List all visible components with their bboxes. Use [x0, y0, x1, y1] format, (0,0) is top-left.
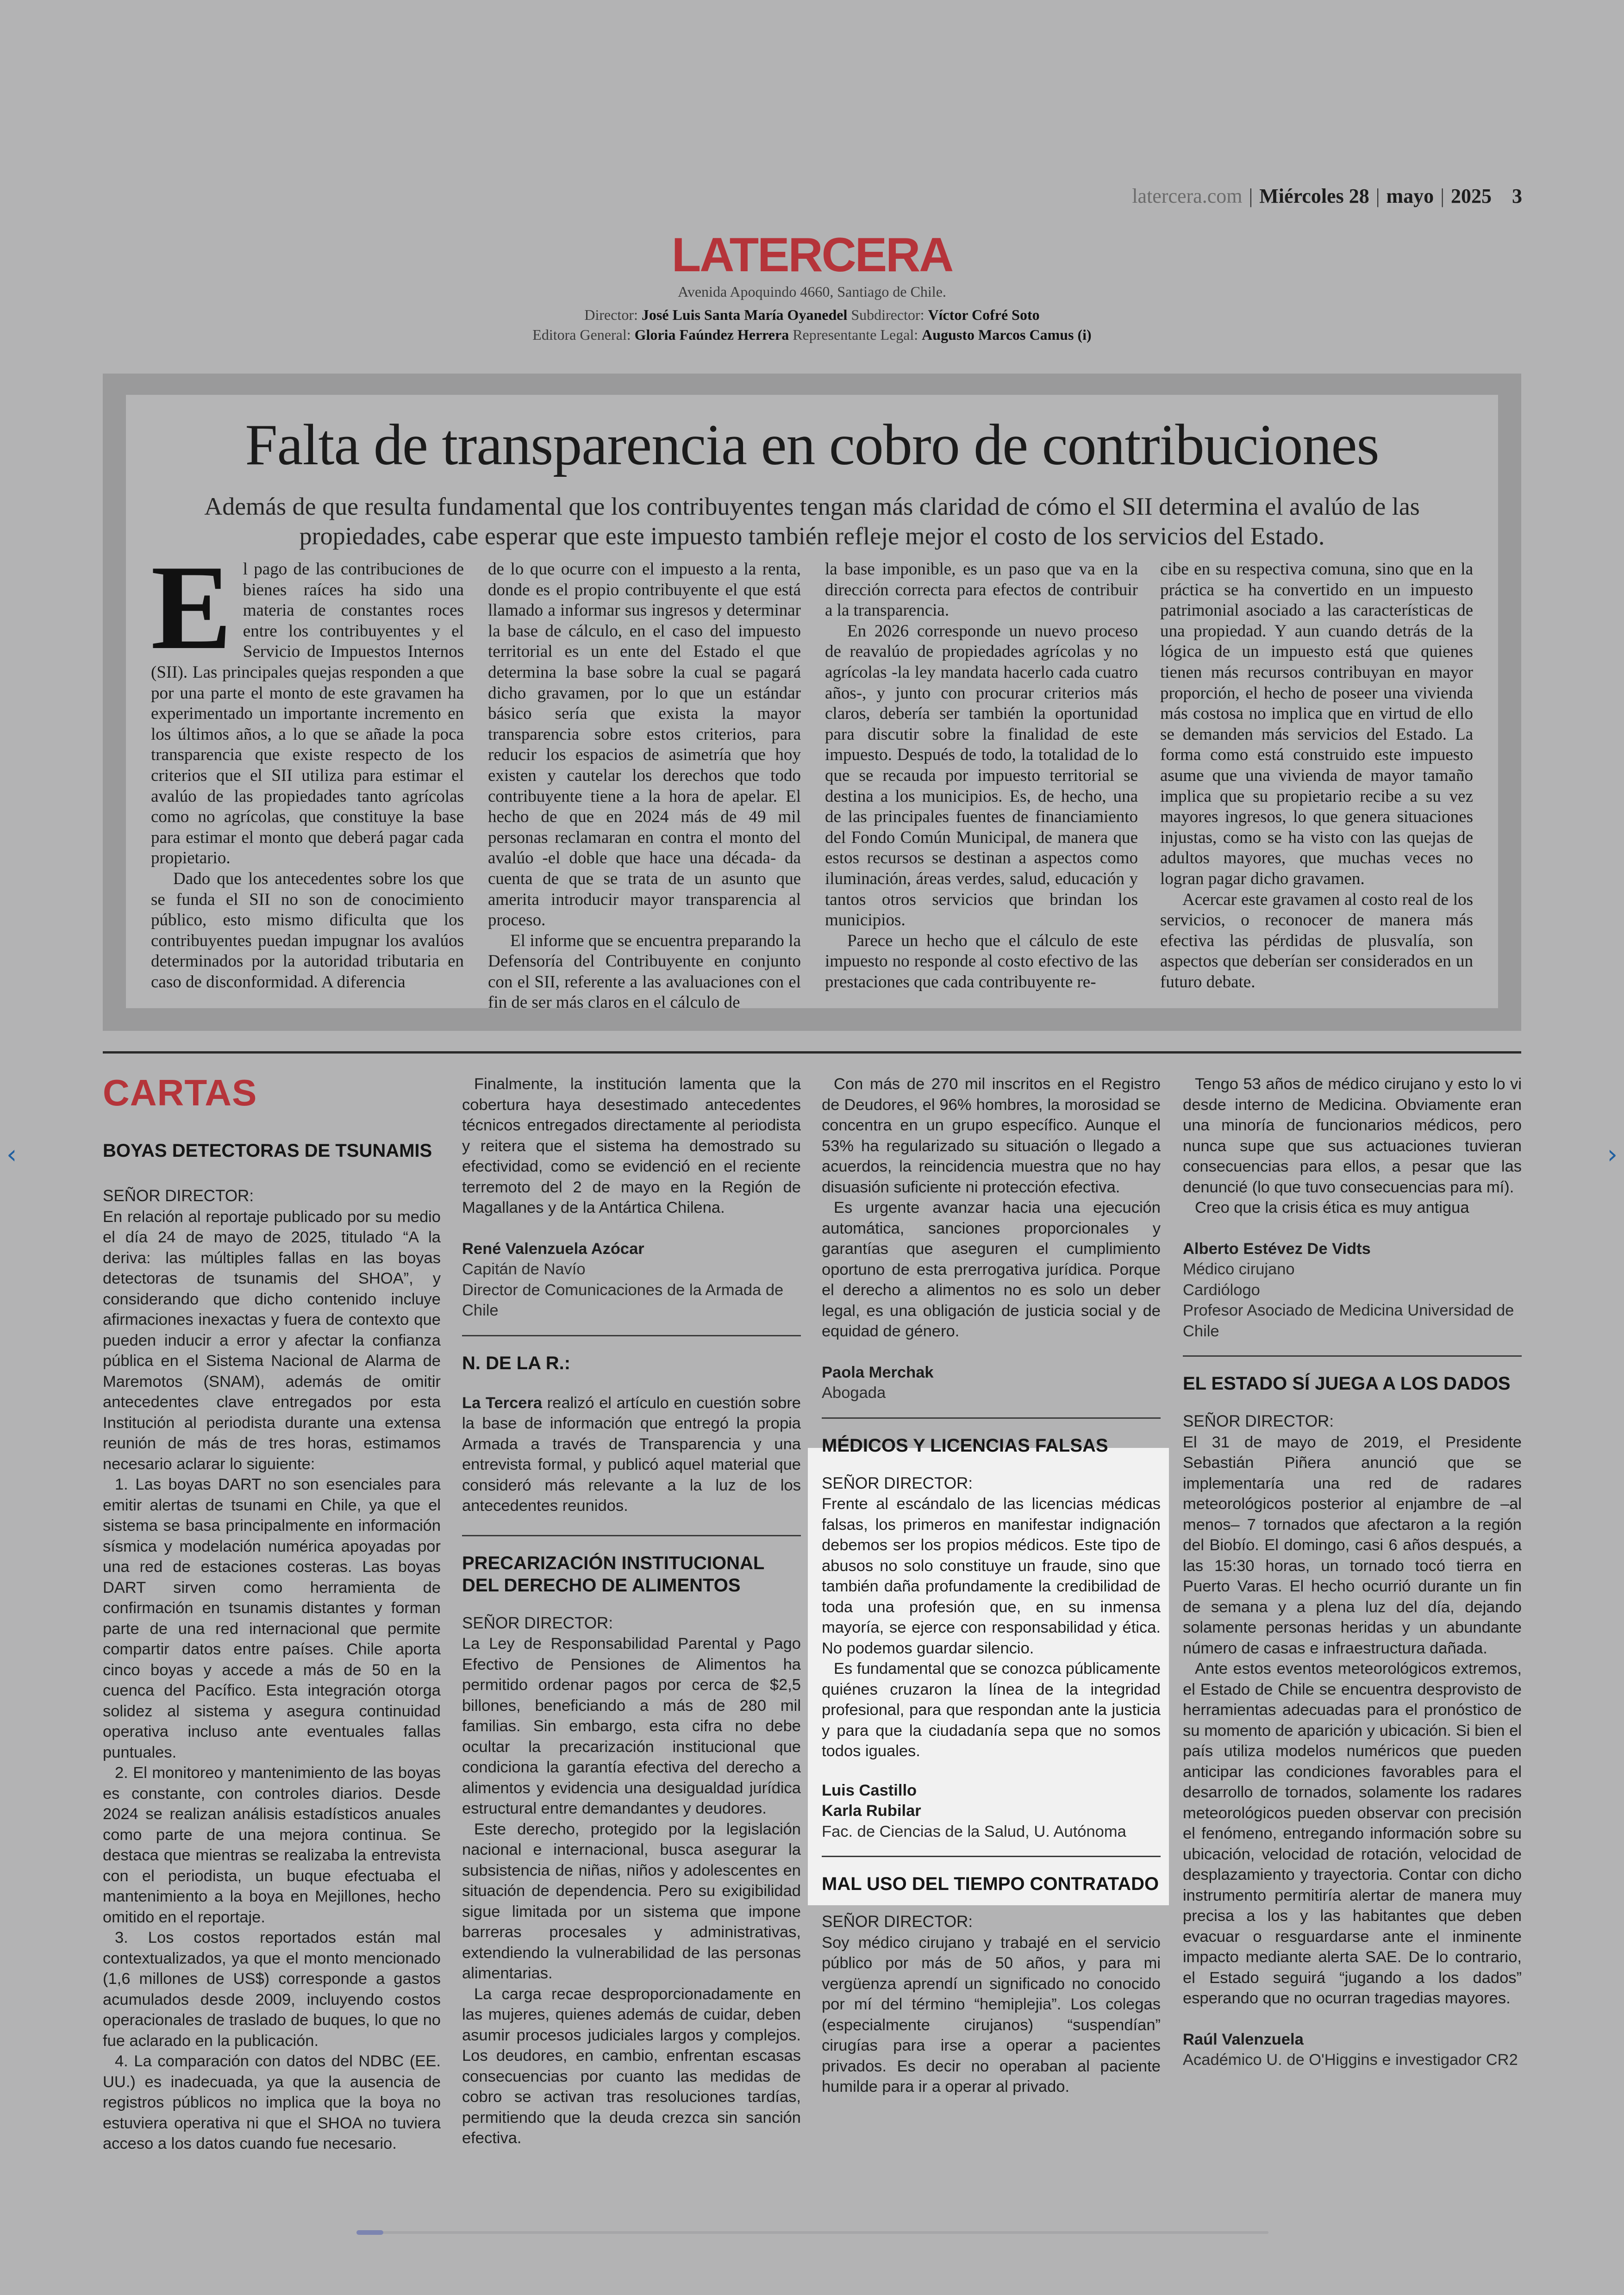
masthead-editors: Editora General: Gloria Faúndez Herrera Representante Legal: Augusto Marcos Camus (i) [532, 326, 1092, 343]
editorial-column-3: la base imponible, es un paso que va en la dirección correcta para efectos de contribuir a la transparencia. En 2026 corresponde un nuevo proceso de reavalúo de propiedades agrícolas y no agrícolas -la ley mandata hacerlo cada cuatro años-, y junto con procurar criterios más claros, debería ser también la oportunidad para discutir sobre la finalidad de este impuesto. Después de todo, la totalidad de lo que se recauda por impuesto territorial se destina a los municipios. Es, de hecho, una de las principales fuentes de financiamiento del Fondo Común Municipal, de manera que estos recursos se destinan a aspectos como iluminación, áreas verdes, salud, educación y tantos otros servicios que brindan los municipios. Parece un hecho que el cálculo de este impuesto no responde al costo efectivo de las prestaciones que cada contribuyente re- [825, 560, 1138, 992]
page-header-line: latercera.com | Miércoles 28 | mayo | 2025 3 [1132, 185, 1522, 207]
letters-column-3: Con más de 270 mil inscritos en el Registro de Deudores, el 96% hombres, la morosidad se concentra en un grupo específico. Aunque el 53% ha regularizado su situación o llegado a acuerdos, la reincidencia muestra que no hay disuasión suficiente ni protección efectiva. Es urgente avanzar hacia una ejecución automática, sanciones proporcionales y garantías que aseguren el cumplimiento oportuno de esta prerrogativa jurídica. Porque el derecho a alimentos no es solo un deber legal, es una obligación de justicia social y de equidad de género. Paola Merchak Abogada MÉDICOS Y LICENCIAS FALSAS SEÑOR DIRECTOR: Frente al escándalo de las licencias médicas falsas, los primeros en manifestar indignación debemos ser los propios médicos. Este tipo de abusos no solo constituye un fraude, sino que también daña profundamente la credibilidad de toda una profesión que, en su inmensa mayoría, se ejerce con responsabilidad y ética. No podemos guardar silencio. Es fundamental que se conozca públicamente quiénes cruzaron la línea de la integridad profesional, para que respondan ante la justicia y para que la ciudadanía sepa que no somos todos iguales. Luis Castillo Karla Rubilar Fac. de Ciencias de la Salud, U. Autónoma MAL USO DEL TIEMPO CONTRATADO SEÑOR DIRECTOR: Soy médico cirujano y trabajé en el servicio público por más de 50 años, y para mi vergüenza aprendí un significado no conocido por mí del término “hemiplejia”. Los colegas (especialmente cirujanos) “suspendían” cirugías para irse a operar a pacientes privados. Es decir no operaban al paciente humilde para ir a operar al privado. [822, 1075, 1161, 2095]
date-month: mayo [1386, 185, 1434, 207]
letter-title: BOYAS DETECTORAS DE TSUNAMIS [103, 1141, 432, 1161]
salutation: SEÑOR DIRECTOR: [103, 1187, 254, 1205]
page-scrollbar-thumb[interactable] [356, 2230, 383, 2235]
site-name: latercera.com [1132, 185, 1243, 207]
signature: René Valenzuela Azócar [462, 1240, 644, 1258]
signature: Karla Rubilar [822, 1802, 921, 1820]
letter-title: MÉDICOS Y LICENCIAS FALSAS [822, 1435, 1108, 1456]
letter-title: MAL USO DEL TIEMPO CONTRATADO [822, 1874, 1159, 1894]
letters-column-4: Tengo 53 años de médico cirujano y esto lo vi desde interno de Medicina. Obviamente eran una minoría de funcionarios médicos, pero nunca supe que sus actuaciones tuvieran consecuencias para ellos, a pesar que las denuncié (lo que tuvo consecuencias para mí). Creo que la crisis ética es muy antigua Alberto Estévez De Vidts Médico cirujano Cardiólogo Profesor Asociado de Medicina Universidad de Chile EL ESTADO SÍ JUEGA A LOS DADOS SEÑOR DIRECTOR: El 31 de mayo de 2019, el Presidente Sebastián Piñera anunció que se implementaría una red de radares meteorológicos posterior al enjambre de –al menos– 7 tornados que afectaron a la región del Biobío. El domingo, casi 6 años después, a las 15:30 horas, un tornado tocó tierra en Puerto Varas. El hecho ocurrió durante un fin de semana y a plena luz del día, dejando solamente personas heridas y un abundante número de casas e infraestructura dañada. Ante estos eventos meteorológicos extremos, el Estado de Chile se encuentra desprovisto de herramientas adecuadas para el pronóstico de su momento de aparición y ubicación. Si bien el país utiliza modelos numéricos que pueden anticipar las condiciones favorables para el desarrollo de tornados, solamente los radares meteorológicos pueden observar con precisión el fenómeno, entregando información sobre su ubicación, velocidad de rotación, velocidad de desplazamiento y trayectoria. Contar con dicho instrumento permitiría alertar de manera muy precisa a los y las habitantes que deben evacuar o resguardarse ante el inminente impacto mediante alerta SAE. De lo contrario, el Estado seguirá “jugando a los dados” esperando que no ocurran tragedias mayores. Raúl Valenzuela Académico U. de O'Higgins e investigador CR2 [1183, 1075, 1522, 2069]
editorial-column-2: de lo que ocurre con el impuesto a la renta, donde es el propio contribuyente el que está llamado a informar sus ingresos y determinar la base de cálculo, en el caso del impuesto territorial es un ente del Estado el que determina la base sobre la cual se pagará dicho gravamen, por lo que un estándar básico sería que exista la mayor transparencia sobre estos criterios, para reducir los espacios de asimetría que hoy existen y cautelar los derechos que todo contribuyente tiene a la hora de apelar. El hecho de que en 2024 más de 49 mil personas reclamaran en contra el monto del avalúo -el doble que hace una década- da cuenta de que se trata de un asunto que amerita introducir mayor transparencia al proceso. El informe que se encuentra preparando la Defensoría del Contribuyente en conjunto con el SII, referente a las avaluaciones con el fin de ser más claros en el cálculo de [488, 560, 801, 1012]
editorial-column-4: cibe en su respectiva comuna, sino que en la práctica se ha convertido en un impuesto patrimonial asociado a las características de una propiedad. Y aun cuando detrás de la lógica de un impuesto está que quienes tienen más recursos contribuyan en mayor proporción, el hecho de poseer una vivienda más costosa no implica que en virtud de ello se demanden más servicios del Estado. La forma como está construido este impuesto asume que una vivienda de mayor tamaño implica que su propietario recibe a su vez mayores ingresos, lo que genera situaciones injustas, como se ha visto con las quejas de adultos mayores, que muchas veces no logran pagar dicho gravamen. Acercar este gravamen al costo real de los servicios, o reconocer de manera más efectiva las pérdidas de plusvalía, son aspectos que deberían ser considerados en un futuro debate. [1160, 560, 1473, 992]
editorial-title: Falta de transparencia en cobro de contribuciones [245, 413, 1379, 477]
signature: Alberto Estévez De Vidts [1183, 1240, 1371, 1258]
editorial-subtitle: Además de que resulta fundamental que los contribuyentes tengan más claridad de cómo el SII determina el avalúo de las propiedades, cabe esperar que este impuesto también refleje mejor el costo de los servicios del Estado. [204, 493, 1420, 550]
drop-cap: E [151, 540, 232, 674]
signature: Paola Merchak [822, 1363, 934, 1381]
ndlr-title: N. DE LA R.: [462, 1353, 571, 1373]
letter-title: PRECARIZACIÓN INSTITUCIONAL DEL DERECHO DE ALIMENTOS [462, 1553, 764, 1596]
letters-column-1: BOYAS DETECTORAS DE TSUNAMIS SEÑOR DIRECTOR: En relación al reportaje publicado por su medio el día 24 de mayo de 2025, titulado “A la deriva: las múltiples fallas en las boyas detectoras de tsunamis del SHOA”, y considerando que dicho contenido incluye afirmaciones inexactas y fuera de contexto que pueden inducir a error y afectar la confianza pública en el Sistema Nacional de Alarma de Maremotos (SNAM), además de omitir antecedentes clave entregados por esta Institución al periodista durante una extensa reunión de más de tres horas, estimamos necesario aclarar lo siguiente: 1. Las boyas DART no son esenciales para emitir alertas de tsunami en Chile, ya que el sistema se basa principalmente en información sísmica y modelación numérica apoyadas por una red de estaciones costeras. Las boyas DART sirven como herramienta de confirmación en tsunamis distantes y forman parte de una red internacional que permite compartir datos entre países. Chile aporta cinco boyas y accede a más de 50 en la cuenca del Pacífico. Esta integración otorga solidez al sistema y asegura continuidad operativa incluso ante eventuales fallas puntuales. 2. El monitoreo y mantenimiento de las boyas es constante, con controles diarios. Desde 2024 se realizan análisis estadísticos anuales como parte de una mejora continua. Se destaca que mientras se realizaba la entrevista con el periodista, un buque efectuaba el mantenimiento a la boya en Mejillones, hecho omitido en el reportaje. 3. Los costos reportados están mal contextualizados, ya que el monto mencionado (1,6 millones de US$) corresponde a gastos acumulados desde 2009, incluyendo costos operacionales de traslado de buques, lo que no fue aclarado en la publicación. 4. La comparación con datos del NDBC (EE. UU.) es inadecuada, ya que la ausencia de registros públicos no implica que la boya no estuviera operativa ni que el SHOA no tuviera acceso a los datos cuando fue necesario. [103, 1141, 441, 2152]
signature: Raúl Valenzuela [1183, 2030, 1304, 2048]
section-divider [103, 1051, 1521, 1054]
ndlr-text: La Tercera realizó el artículo en cuestión sobre la base de información que entregó la propia Armada a través de Transparencia y una entrevista formal, y publicó aquel material que consideró más relevante a la luz de los antecedentes reunidos. [462, 1394, 801, 1515]
date-day: Miércoles 28 [1259, 185, 1369, 207]
masthead-address: Avenida Apoquindo 4660, Santiago de Chile. [678, 283, 946, 300]
date-year: 2025 [1451, 185, 1492, 207]
page-number: 3 [1512, 185, 1522, 207]
letter-title: EL ESTADO SÍ JUEGA A LOS DADOS [1183, 1373, 1511, 1394]
signature: Luis Castillo [822, 1781, 917, 1799]
page-scrollbar-track[interactable] [356, 2231, 1268, 2234]
newspaper-logo: LATERCERA [671, 228, 953, 282]
letters-column-2: Finalmente, la institución lamenta que la cobertura haya desestimado antecedentes técnicos entregados directamente al periodista y reitera que el sistema ha demostrado su efectividad, como se evidenció en el reciente terremoto del 2 de mayo en la Región de Magallanes y de la Antártica Chilena. René Valenzuela Azócar Capitán de Navío Director de Comunicaciones de la Armada de Chile N. DE LA R.: La Tercera realizó el artículo en cuestión sobre la base de información que entregó la propia Armada a través de Transparencia y una entrevista formal, y publicó aquel material que consideró más relevante a la luz de los antecedentes reunidos. PRECARIZACIÓN INSTITUCIONAL DEL DERECHO DE ALIMENTOS SEÑOR DIRECTOR: La Ley de Responsabilidad Parental y Pago Efectivo de Pensiones de Alimentos ha permitido ordenar pagos por cerca de $2,5 billones, beneficiando a más de 280 mil familias. Sin embargo, esta cifra no debe ocultar la precarización institucional que condiciona la garantía efectiva del derecho a alimentos y evidencia una desigualdad jurídica estructural entre demandantes y deudores. Este derecho, protegido por la legislación nacional e internacional, busca asegurar la subsistencia de niñas, niños y adolescentes en situación de dependencia. Pero su exigibilidad sigue limitada por un sistema que impone barreras procesales y administrativas, extendiendo la vulnerabilidad de las personas alimentarias. La carga recae desproporcionadamente en las mujeres, quienes además de cuidar, deben asumir procesos judiciales largos y complejos. Los deudores, en cambio, enfrentan escasas consecuencias por cuanto las medidas de cobro se activan tras resoluciones tardías, permitiendo que la deuda crezca sin sanción efectiva. [462, 1075, 801, 2147]
chevron-right-icon[interactable]: › [1607, 1140, 1618, 1170]
cartas-section-title: CARTAS [103, 1072, 257, 1113]
editorial-column-1: El pago de las contribuciones de bienes raíces ha sido una materia de constantes roces entre los contribuyentes y el Servicio de Impuestos Internos (SII). Las principales quejas responden a que por una parte el monto de este gravamen ha experimentado un importante incremento en los últimos años, a lo que se añade la poca transparencia que existe respecto de los criterios que el SII utiliza para estimar el avalúo de las propiedades tanto agrícolas como no agrícolas, que constituye la base para estimar el monto que deberá pagar cada propietario. Dado que los antecedentes sobre los que se funda el SII no son de conocimiento público, esto mismo dificulta que los contribuyentes puedan impugnar los avalúos determinados por la autoridad tributaria en caso de disconformidad. A diferencia [151, 540, 464, 992]
masthead-directors: Director: José Luis Santa María Oyanedel Subdirector: Víctor Cofré Soto [584, 306, 1040, 323]
chevron-left-icon[interactable]: ‹ [6, 1140, 17, 1170]
